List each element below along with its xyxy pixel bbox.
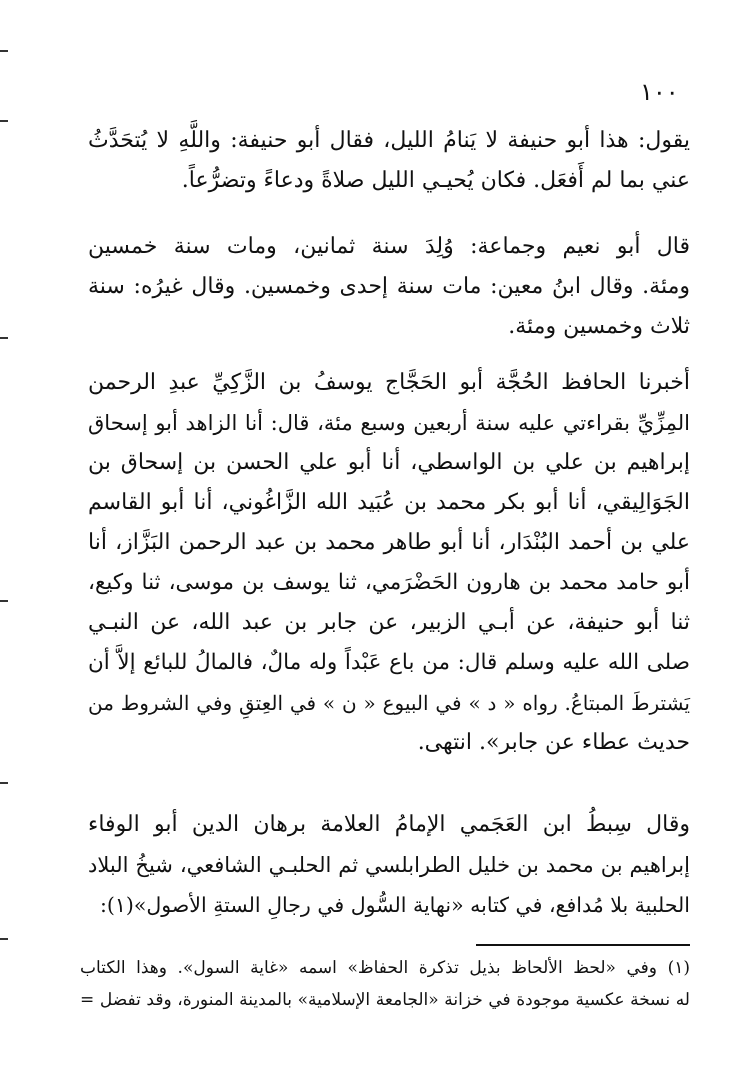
text-line: يقول: هذا أبو حنيفة لا يَنامُ الليل، فقال أبو حنيفة: واللَّهِ لا يُتحَدَّثُ [88,128,690,153]
text-line: ثنا أبو حنيفة، عن أبـي الزبير، عن جابر بن عبد الله، عن النبـي [88,610,690,635]
text-line: حديث عطاء عن جابر». انتهى. [417,730,690,755]
paragraph-2 [88,227,690,347]
footnote-line: له نسخة عكسية موجودة في خزانة «الجامعة الإسلامية» بالمدينة المنورة، وقد تفضل = [80,990,690,1010]
text-line: أخبرنا الحافظ الحُجَّة أبو الحَجَّاج يوسفُ بن الزَّكِيِّ عبدِ الرحمن [88,370,690,395]
scan-edge-mark [0,600,8,602]
text-line: وقال سِبطُ ابن العَجَمي الإمامُ العلامة برهان الدين أبو الوفاء [88,812,690,837]
text-line: الحلبية بلا مُدافع، في كتابه «نهاية السُّول في رجالِ الستةِ الأصول»(١): [99,893,690,917]
scan-edge-mark [0,120,8,122]
text-line: ومئة. وقال ابنُ معين: مات سنة إحدى وخمسين. وقال غيرُه: سنة [88,274,690,299]
text-line: ثلاث وخمسين ومئة. [508,314,690,339]
paragraph-1 [88,121,690,201]
footnote-separator [476,944,690,946]
text-line: يَشترطَ المبتاعُ. رواه « د » في البيوع « ن » في العِتقِ وفي الشروط من [88,691,690,715]
text-line: عني بما لم أَفعَل. فكان يُحيـي الليل صلاةً ودعاءً وتضرُّعاً. [181,168,690,193]
text-line: الجَوَالِيقي، أنا أبو بكر محمد بن عُبَيد الله الزَّاغُوني، أنا أبو القاسم [88,490,690,515]
scan-edge-mark [0,337,8,339]
text-line: إبراهيم بن محمد بن خليل الطرابلسي ثم الحلبـي الشافعي، شيخُ البلاد [88,853,690,877]
scan-edge-mark [0,938,8,940]
text-line: إبراهيم بن علي بن الواسطي، أنا أبو علي الحسن بن إسحاق بن [88,450,690,475]
text-line: المِزِّيِّ بقراءتي عليه سنة أربعين وسبع مئة، قال: أنا الزاهد أبو إسحاق [88,411,690,435]
scan-edge-mark [0,50,8,52]
text-line: صلى الله عليه وسلم قال: من باع عَبْداً وله مالٌ، فالمالُ للبائع إلاَّ أن [88,650,690,675]
text-line: قال أبو نعيم وجماعة: وُلِدَ سنة ثمانين، ومات سنة خمسين [88,234,690,259]
footnote [80,952,690,1016]
page-number: ١٠٠ [640,78,679,106]
footnote-line: (١) وفي «لحظ الألحاظ بذيل تذكرة الحفاظ» اسمه «غاية السول». وهذا الكتاب [80,958,690,978]
paragraph-3 [88,363,690,763]
text-line: علي بن أحمد البُنْدَار، أنا أبو طاهر محمد بن عبد الرحمن البَزَّاز، أنا [88,530,690,555]
text-line: أبو حامد محمد بن هارون الحَضْرَمي، ثنا يوسف بن موسى، ثنا وكيع، [88,570,690,595]
paragraph-4 [88,805,690,925]
scan-edge-mark [0,782,8,784]
